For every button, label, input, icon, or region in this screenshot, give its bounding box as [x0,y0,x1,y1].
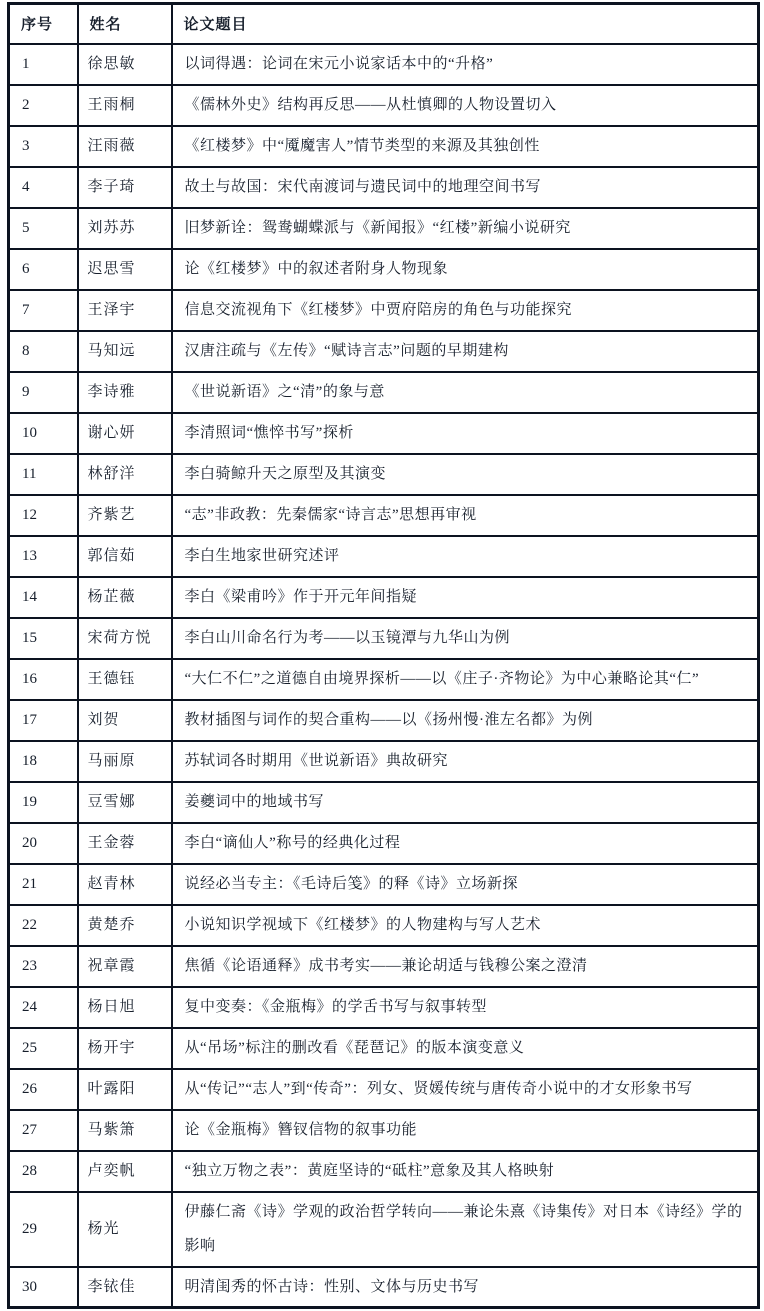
thesis-roster-table [7,2,760,1309]
header-cell-name: 姓名 [78,4,172,44]
table-row [9,823,759,864]
row-student-name: 刘苏苏 [78,208,172,249]
row-thesis-title: 《世说新语》之“清”的象与意 [172,372,759,413]
row-index: 26 [9,1069,78,1110]
table-row [9,413,759,454]
row-thesis-title: 旧梦新诠：鸳鸯蝴蝶派与《新闻报》“红楼”新编小说研究 [172,208,759,249]
row-thesis-title: 复中变奏：《金瓶梅》的学舌书写与叙事转型 [172,987,759,1028]
table-row [9,249,759,290]
row-student-name: 李诗雅 [78,372,172,413]
row-thesis-title: “志”非政教：先秦儒家“诗言志”思想再审视 [172,495,759,536]
table-body [9,44,759,1308]
table-row [9,372,759,413]
row-thesis-title: 《红楼梦》中“魇魔害人”情节类型的来源及其独创性 [172,126,759,167]
row-student-name: 杨开宇 [78,1028,172,1069]
row-student-name: 王德钰 [78,659,172,700]
row-index: 29 [9,1192,78,1267]
row-thesis-title: 李白生地家世研究述评 [172,536,759,577]
row-student-name: 杨光 [78,1192,172,1267]
row-index: 2 [9,85,78,126]
row-thesis-title: 小说知识学视域下《红楼梦》的人物建构与写人艺术 [172,905,759,946]
row-student-name: 赵青林 [78,864,172,905]
row-thesis-title: 故土与故国：宋代南渡词与遗民词中的地理空间书写 [172,167,759,208]
row-index: 25 [9,1028,78,1069]
table-row [9,577,759,618]
row-student-name: 王泽宇 [78,290,172,331]
row-thesis-title: 信息交流视角下《红楼梦》中贾府陪房的角色与功能探究 [172,290,759,331]
header-cell-index: 序号 [9,4,78,44]
table-row [9,1069,759,1110]
row-student-name: 叶露阳 [78,1069,172,1110]
table-row [9,659,759,700]
row-student-name: 迟思雪 [78,249,172,290]
row-thesis-title: “大仁不仁”之道德自由境界探析——以《庄子·齐物论》为中心兼略论其“仁” [172,659,759,700]
header-cell-title: 论文题目 [172,4,759,44]
row-index: 17 [9,700,78,741]
table-row [9,1110,759,1151]
row-thesis-title: 苏轼词各时期用《世说新语》典故研究 [172,741,759,782]
row-index: 3 [9,126,78,167]
table-row [9,290,759,331]
table-row [9,782,759,823]
row-student-name: 李子琦 [78,167,172,208]
table-header [9,4,759,44]
table-row [9,946,759,987]
row-thesis-title: 焦循《论语通释》成书考实——兼论胡适与钱穆公案之澄清 [172,946,759,987]
row-thesis-title: “独立万物之表”：黄庭坚诗的“砥柱”意象及其人格映射 [172,1151,759,1192]
table-row [9,85,759,126]
row-index: 11 [9,454,78,495]
row-index: 27 [9,1110,78,1151]
row-student-name: 刘贺 [78,700,172,741]
row-index: 8 [9,331,78,372]
row-thesis-title: 论《红楼梦》中的叙述者附身人物现象 [172,249,759,290]
table-row [9,331,759,372]
row-thesis-title: 汉唐注疏与《左传》“赋诗言志”问题的早期建构 [172,331,759,372]
row-index: 5 [9,208,78,249]
row-student-name: 郭信茹 [78,536,172,577]
row-student-name: 汪雨薇 [78,126,172,167]
row-thesis-title: 李白骑鲸升天之原型及其演变 [172,454,759,495]
row-student-name: 王金蓉 [78,823,172,864]
table-row [9,208,759,249]
table-row [9,1192,759,1267]
row-index: 7 [9,290,78,331]
table-row [9,1028,759,1069]
row-thesis-title: 李白“谪仙人”称号的经典化过程 [172,823,759,864]
row-index: 15 [9,618,78,659]
table-row [9,167,759,208]
row-student-name: 齐紫艺 [78,495,172,536]
row-index: 23 [9,946,78,987]
table-row [9,987,759,1028]
row-student-name: 徐思敏 [78,44,172,85]
row-student-name: 卢奕帆 [78,1151,172,1192]
table-row [9,536,759,577]
row-index: 9 [9,372,78,413]
row-thesis-title: 论《金瓶梅》簪钗信物的叙事功能 [172,1110,759,1151]
row-student-name: 宋荷方悦 [78,618,172,659]
table-row [9,126,759,167]
row-student-name: 黄楚乔 [78,905,172,946]
row-index: 1 [9,44,78,85]
table-row [9,700,759,741]
row-thesis-title: 李白《梁甫吟》作于开元年间指疑 [172,577,759,618]
row-student-name: 王雨桐 [78,85,172,126]
row-index: 24 [9,987,78,1028]
row-index: 28 [9,1151,78,1192]
row-thesis-title: 从“传记”“志人”到“传奇”：列女、贤媛传统与唐传奇小说中的才女形象书写 [172,1069,759,1110]
row-thesis-title: 明清闺秀的怀古诗：性别、文体与历史书写 [172,1267,759,1308]
table-row [9,1151,759,1192]
row-thesis-title: 李白山川命名行为考——以玉镜潭与九华山为例 [172,618,759,659]
row-index: 6 [9,249,78,290]
row-index: 13 [9,536,78,577]
table-row [9,454,759,495]
row-thesis-title: 《儒林外史》结构再反思——从杜慎卿的人物设置切入 [172,85,759,126]
row-index: 20 [9,823,78,864]
row-student-name: 杨日旭 [78,987,172,1028]
row-thesis-title: 李清照词“憔悴书写”探析 [172,413,759,454]
row-student-name: 祝章霞 [78,946,172,987]
row-index: 16 [9,659,78,700]
table-row [9,618,759,659]
row-index: 30 [9,1267,78,1308]
row-thesis-title: 伊藤仁斋《诗》学观的政治哲学转向——兼论朱熹《诗集传》对日本《诗经》学的影响 [172,1192,759,1267]
row-thesis-title: 教材插图与词作的契合重构——以《扬州慢·淮左名都》为例 [172,700,759,741]
row-student-name: 豆雪娜 [78,782,172,823]
row-index: 21 [9,864,78,905]
table-row [9,44,759,85]
row-student-name: 杨芷薇 [78,577,172,618]
row-thesis-title: 说经必当专主：《毛诗后笺》的释《诗》立场新探 [172,864,759,905]
row-student-name: 马丽原 [78,741,172,782]
row-index: 14 [9,577,78,618]
row-student-name: 马知远 [78,331,172,372]
row-thesis-title: 以词得遇：论词在宋元小说家话本中的“升格” [172,44,759,85]
table-row [9,905,759,946]
table-row [9,1267,759,1308]
row-index: 22 [9,905,78,946]
row-index: 18 [9,741,78,782]
table-row [9,864,759,905]
row-student-name: 马紫箫 [78,1110,172,1151]
row-student-name: 林舒洋 [78,454,172,495]
row-index: 12 [9,495,78,536]
row-thesis-title: 姜夔词中的地域书写 [172,782,759,823]
table-row [9,495,759,536]
row-index: 10 [9,413,78,454]
row-thesis-title: 从“吊场”标注的删改看《琵琶记》的版本演变意义 [172,1028,759,1069]
row-student-name: 李铱佳 [78,1267,172,1308]
table-row [9,741,759,782]
row-index: 4 [9,167,78,208]
header-row [9,4,759,44]
row-index: 19 [9,782,78,823]
row-student-name: 谢心妍 [78,413,172,454]
